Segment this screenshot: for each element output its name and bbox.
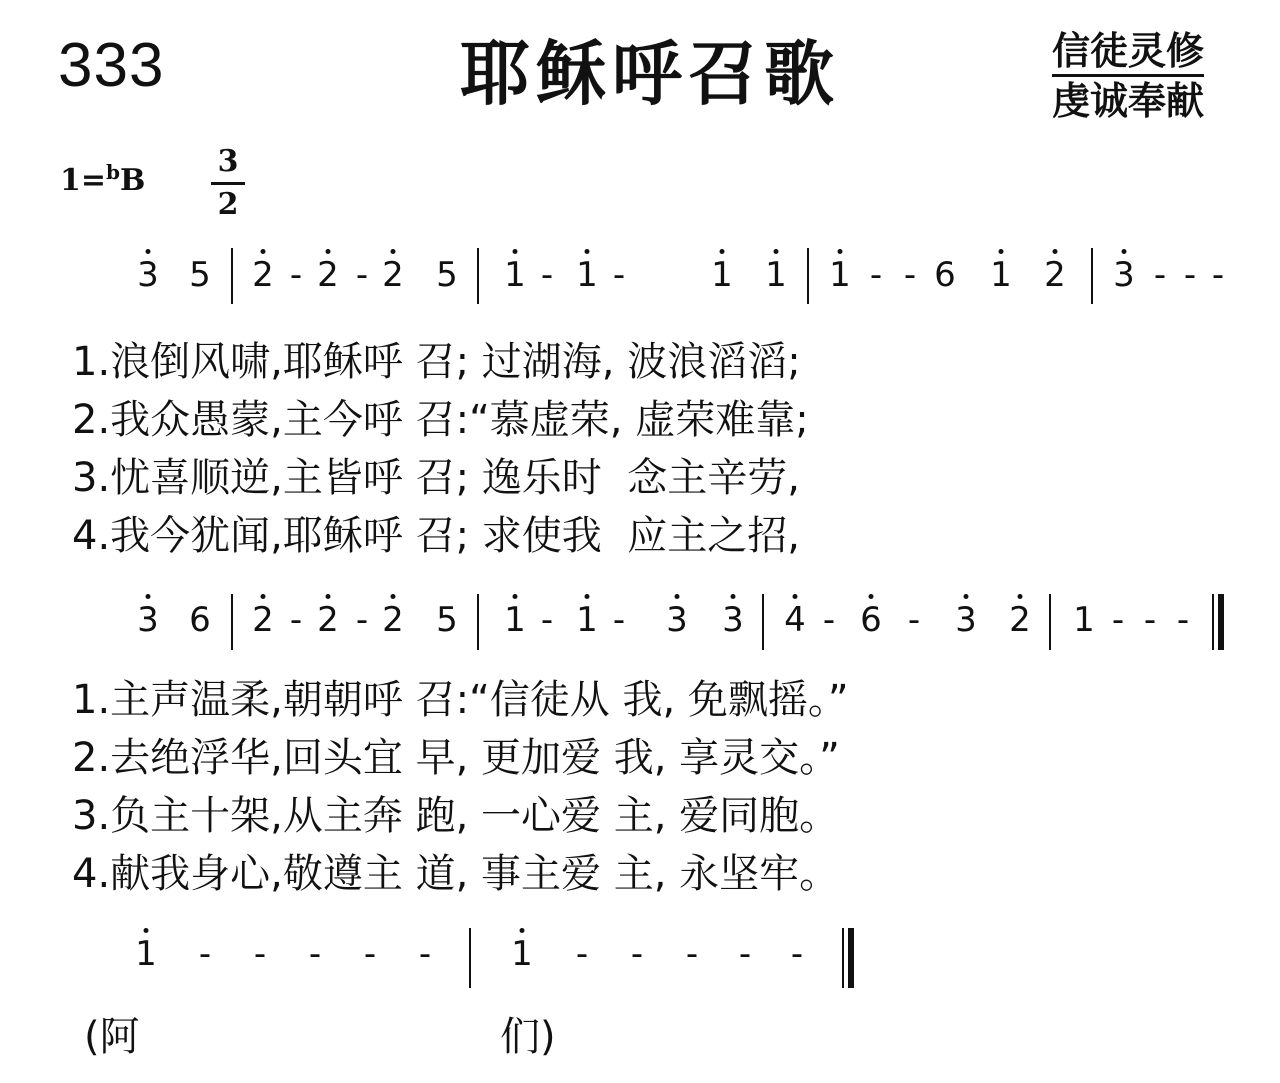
note: 1 xyxy=(711,255,733,295)
note: 3 xyxy=(955,600,977,640)
verse-2-line-a: 2.我众愚蒙,主今呼 召:“慕虚荣, 虚荣难靠; xyxy=(72,397,809,443)
verse-1-line-a: 1.浪倒风啸,耶稣呼 召; 过湖海, 波浪滔滔; xyxy=(72,339,801,385)
dash: - xyxy=(685,934,699,974)
note: 2 xyxy=(1044,255,1066,295)
dash: - xyxy=(355,600,369,640)
dash: - xyxy=(355,255,369,295)
note: 3 xyxy=(666,600,688,640)
time-signature-bottom: 2 xyxy=(217,187,239,222)
note: 3 xyxy=(1113,255,1135,295)
note: 2 xyxy=(317,255,339,295)
note: 2 xyxy=(1009,600,1031,640)
dash: - xyxy=(289,600,303,640)
dash: - xyxy=(308,934,322,974)
dash: - xyxy=(1153,255,1167,295)
dash: - xyxy=(540,255,554,295)
dash: - xyxy=(289,255,303,295)
octave-dot-high xyxy=(391,249,396,254)
barline xyxy=(231,248,233,304)
time-signature-bar xyxy=(211,182,245,185)
octave-dot-high xyxy=(326,594,331,599)
note: 1 xyxy=(504,600,526,640)
octave-dot-high xyxy=(146,594,151,599)
dash: - xyxy=(790,934,804,974)
hymn-number: 333 xyxy=(58,31,165,100)
dash: - xyxy=(418,934,432,974)
octave-dot-high xyxy=(793,594,798,599)
final-barline-thick xyxy=(1218,594,1224,650)
note: 1 xyxy=(576,600,598,640)
dash: - xyxy=(612,255,626,295)
barline xyxy=(1091,248,1093,304)
dash: - xyxy=(363,934,377,974)
note: 5 xyxy=(436,255,458,295)
dash: - xyxy=(1183,255,1197,295)
note: 1 xyxy=(135,934,157,974)
note: 3 xyxy=(722,600,744,640)
octave-dot-high xyxy=(1018,594,1023,599)
octave-dot-high xyxy=(146,249,151,254)
note: 3 xyxy=(137,255,159,295)
octave-dot-high xyxy=(326,249,331,254)
key-prefix: 1= xyxy=(60,163,107,198)
octave-dot-high xyxy=(731,594,736,599)
dash: - xyxy=(907,600,921,640)
dash: - xyxy=(253,934,267,974)
note: 4 xyxy=(784,600,806,640)
octave-dot-high xyxy=(144,928,149,933)
time-signature-top: 3 xyxy=(217,144,239,179)
key-signature xyxy=(60,160,145,198)
octave-dot-high xyxy=(520,928,525,933)
verse-3-line-a: 3.忧喜顺逆,主皆呼 召; 逸乐时 念主辛劳, xyxy=(72,455,800,501)
key-flat: b xyxy=(106,160,120,184)
key-note: B xyxy=(120,163,146,198)
octave-dot-high xyxy=(675,594,680,599)
dash: - xyxy=(1143,600,1157,640)
note: 6 xyxy=(189,600,211,640)
final-barline-thick xyxy=(848,928,854,988)
dash: - xyxy=(1211,255,1225,295)
barline xyxy=(477,594,479,650)
amen-right: 们) xyxy=(500,1014,556,1060)
octave-dot-high xyxy=(585,249,590,254)
dash: - xyxy=(903,255,917,295)
note: 2 xyxy=(252,255,274,295)
octave-dot-high xyxy=(261,249,266,254)
note: 6 xyxy=(860,600,882,640)
verse-4-line-a: 4.我今犹闻,耶稣呼 召; 求使我 应主之招, xyxy=(72,513,800,559)
octave-dot-high xyxy=(999,249,1004,254)
dash: - xyxy=(1176,600,1190,640)
verse-2-line-b: 2.去绝浮华,回头宜 早, 更加爱 我, 享灵交。” xyxy=(72,735,840,781)
note: 2 xyxy=(252,600,274,640)
dash: - xyxy=(575,934,589,974)
final-barline-thin xyxy=(1212,594,1214,650)
hymn-title: 耶稣呼召歌 xyxy=(460,33,840,115)
barline xyxy=(1049,594,1051,650)
dash: - xyxy=(612,600,626,640)
barline xyxy=(469,928,471,988)
octave-dot-high xyxy=(1053,249,1058,254)
note: 2 xyxy=(317,600,339,640)
octave-dot-high xyxy=(1122,249,1127,254)
note: 6 xyxy=(934,255,956,295)
octave-dot-high xyxy=(774,249,779,254)
octave-dot-high xyxy=(838,249,843,254)
note: 1 xyxy=(990,255,1012,295)
note: 5 xyxy=(436,600,458,640)
barline xyxy=(477,248,479,304)
credit-bottom: 虔诚奉献 xyxy=(1052,79,1205,123)
credit-top: 信徒灵修 xyxy=(1052,30,1204,77)
note: 3 xyxy=(137,600,159,640)
time-signature xyxy=(210,144,246,223)
dash: - xyxy=(738,934,752,974)
dash: - xyxy=(540,600,554,640)
dash: - xyxy=(869,255,883,295)
note: 2 xyxy=(382,600,404,640)
dash: - xyxy=(630,934,644,974)
octave-dot-high xyxy=(513,249,518,254)
note: 2 xyxy=(382,255,404,295)
note: 1 xyxy=(765,255,787,295)
verse-4-line-b: 4.献我身心,敬遵主 道, 事主爱 主, 永坚牢。 xyxy=(72,851,840,897)
barline xyxy=(762,594,764,650)
note: 1 xyxy=(576,255,598,295)
octave-dot-high xyxy=(585,594,590,599)
octave-dot-high xyxy=(513,594,518,599)
final-barline-thin xyxy=(842,928,844,988)
barline xyxy=(231,594,233,650)
octave-dot-high xyxy=(964,594,969,599)
amen-left: (阿 xyxy=(84,1014,140,1060)
dash: - xyxy=(198,934,212,974)
note: 1 xyxy=(829,255,851,295)
verse-3-line-b: 3.负主十架,从主奔 跑, 一心爱 主, 爱同胞。 xyxy=(72,793,840,839)
note: 1 xyxy=(511,934,533,974)
note: 1 xyxy=(1073,600,1095,640)
barline xyxy=(807,248,809,304)
note: 5 xyxy=(189,255,211,295)
verse-1-line-b: 1.主声温柔,朝朝呼 召:“信徒从 我, 免飘摇。” xyxy=(72,677,849,723)
note: 1 xyxy=(504,255,526,295)
dash: - xyxy=(822,600,836,640)
octave-dot-high xyxy=(261,594,266,599)
octave-dot-high xyxy=(391,594,396,599)
dash: - xyxy=(1111,600,1125,640)
octave-dot-high xyxy=(869,594,874,599)
octave-dot-high xyxy=(720,249,725,254)
